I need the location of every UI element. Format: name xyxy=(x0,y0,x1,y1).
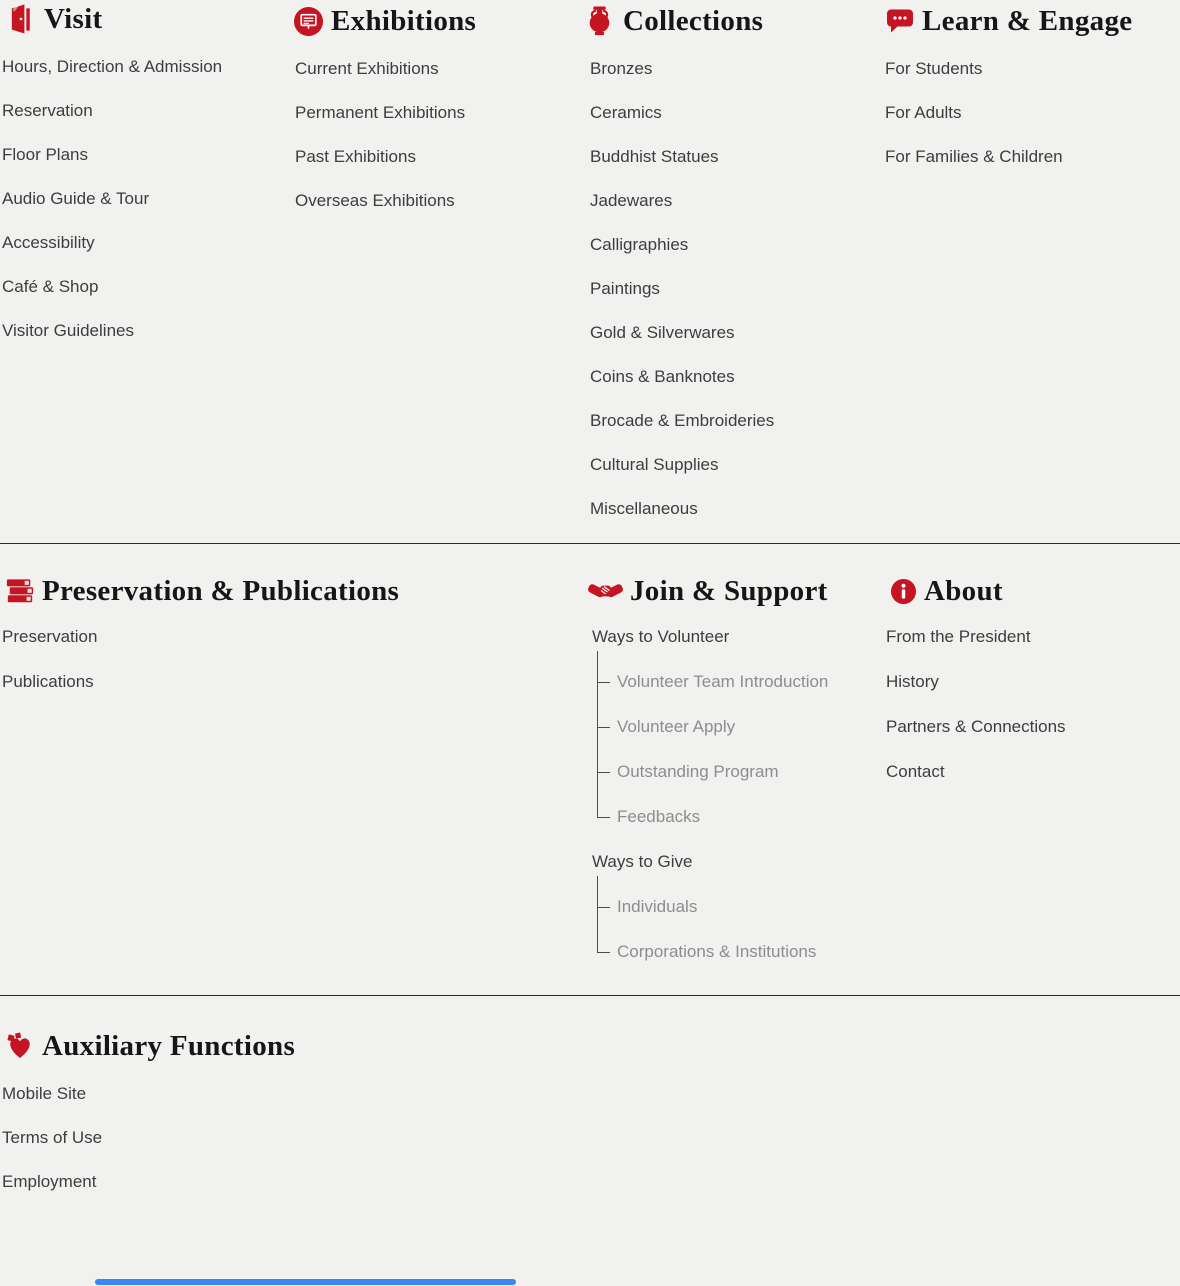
nav-link[interactable]: Permanent Exhibitions xyxy=(295,103,466,122)
info-icon xyxy=(890,578,917,605)
nav-link[interactable]: Partners & Connections xyxy=(886,716,1066,736)
nav-sublink[interactable]: Volunteer Apply xyxy=(597,704,879,749)
nav-link[interactable]: Terms of Use xyxy=(2,1128,103,1147)
section-divider xyxy=(0,995,1180,996)
give-subtree xyxy=(597,884,879,974)
nav-link[interactable]: Buddhist Statues xyxy=(590,147,719,166)
nav-link[interactable]: For Students xyxy=(885,59,983,78)
section-auxiliary-functions xyxy=(0,1027,570,1204)
preservation-heading[interactable] xyxy=(0,572,570,610)
section-title: Visit xyxy=(44,2,103,35)
nav-link[interactable]: For Families & Children xyxy=(885,147,1063,166)
nav-link[interactable]: Bronzes xyxy=(590,59,653,78)
books-icon xyxy=(5,577,35,606)
nav-sublink[interactable]: Volunteer Team Introduction xyxy=(597,659,879,704)
nav-link[interactable]: Paintings xyxy=(590,279,660,298)
nav-link[interactable]: Current Exhibitions xyxy=(295,59,439,78)
section-join-support xyxy=(583,572,879,974)
section-title: Auxiliary Functions xyxy=(42,1029,296,1062)
puzzle-icon xyxy=(5,1031,35,1061)
horizontal-scrollbar-thumb[interactable] xyxy=(95,1279,516,1285)
nav-link[interactable]: Preservation xyxy=(2,626,98,646)
collections-heading[interactable] xyxy=(583,2,879,40)
handshake-icon xyxy=(588,577,623,605)
section-exhibitions xyxy=(293,2,579,223)
nav-link-group[interactable]: Ways to Give xyxy=(592,851,693,871)
section-visit xyxy=(0,0,288,353)
auxiliary-heading[interactable] xyxy=(0,1027,570,1065)
nav-sublink[interactable]: Outstanding Program xyxy=(597,749,879,794)
nav-sublink[interactable]: Corporations & Institutions xyxy=(597,929,879,974)
section-learn-engage xyxy=(883,2,1179,179)
nav-link[interactable]: Reservation xyxy=(2,101,93,120)
section-title: Preservation & Publications xyxy=(42,574,400,607)
nav-link[interactable]: Audio Guide & Tour xyxy=(2,189,150,208)
nav-link[interactable]: Café & Shop xyxy=(2,277,99,296)
chat-bubble-icon xyxy=(885,7,915,35)
vase-icon xyxy=(583,5,616,38)
nav-link[interactable]: Coins & Banknotes xyxy=(590,367,735,386)
nav-link[interactable]: Gold & Silverwares xyxy=(590,323,735,342)
nav-link[interactable]: Mobile Site xyxy=(2,1084,87,1103)
nav-sublink[interactable]: Individuals xyxy=(597,884,879,929)
nav-link[interactable]: Calligraphies xyxy=(590,235,689,254)
nav-link[interactable]: For Adults xyxy=(885,103,962,122)
about-heading[interactable] xyxy=(883,572,1179,610)
nav-link[interactable]: Jadewares xyxy=(590,191,673,210)
nav-link[interactable]: History xyxy=(886,671,939,691)
nav-sublink[interactable]: Feedbacks xyxy=(597,794,879,839)
nav-link[interactable]: Contact xyxy=(886,761,945,781)
section-collections xyxy=(583,2,879,531)
volunteer-subtree xyxy=(597,659,879,839)
learn-engage-heading[interactable] xyxy=(883,2,1179,40)
nav-link[interactable]: Past Exhibitions xyxy=(295,147,416,166)
nav-link-group[interactable]: Ways to Volunteer xyxy=(592,626,730,646)
section-title: Join & Support xyxy=(630,574,828,607)
section-about xyxy=(883,572,1179,794)
nav-link[interactable]: Accessibility xyxy=(2,233,95,252)
visit-heading[interactable] xyxy=(0,0,288,38)
nav-link[interactable]: Visitor Guidelines xyxy=(2,321,134,340)
section-preservation-publications xyxy=(0,572,570,704)
nav-link[interactable]: Brocade & Embroideries xyxy=(590,411,775,430)
door-open-icon xyxy=(6,3,37,35)
section-divider xyxy=(0,543,1180,544)
nav-link[interactable]: Cultural Supplies xyxy=(590,455,719,474)
exhibition-board-icon xyxy=(293,6,324,37)
nav-link[interactable]: Hours, Direction & Admission xyxy=(2,57,223,76)
nav-link[interactable]: Publications xyxy=(2,671,94,691)
section-title: About xyxy=(924,574,1003,607)
section-title: Learn & Engage xyxy=(922,4,1133,37)
nav-link[interactable]: Miscellaneous xyxy=(590,499,698,518)
exhibitions-heading[interactable] xyxy=(293,2,579,40)
join-support-heading[interactable] xyxy=(583,572,879,610)
nav-link[interactable]: Ceramics xyxy=(590,103,662,122)
nav-link[interactable]: Employment xyxy=(2,1172,97,1191)
nav-link[interactable]: From the President xyxy=(886,626,1031,646)
section-title: Exhibitions xyxy=(331,4,477,37)
section-title: Collections xyxy=(623,4,764,37)
nav-link[interactable]: Floor Plans xyxy=(2,145,88,164)
nav-link[interactable]: Overseas Exhibitions xyxy=(295,191,455,210)
